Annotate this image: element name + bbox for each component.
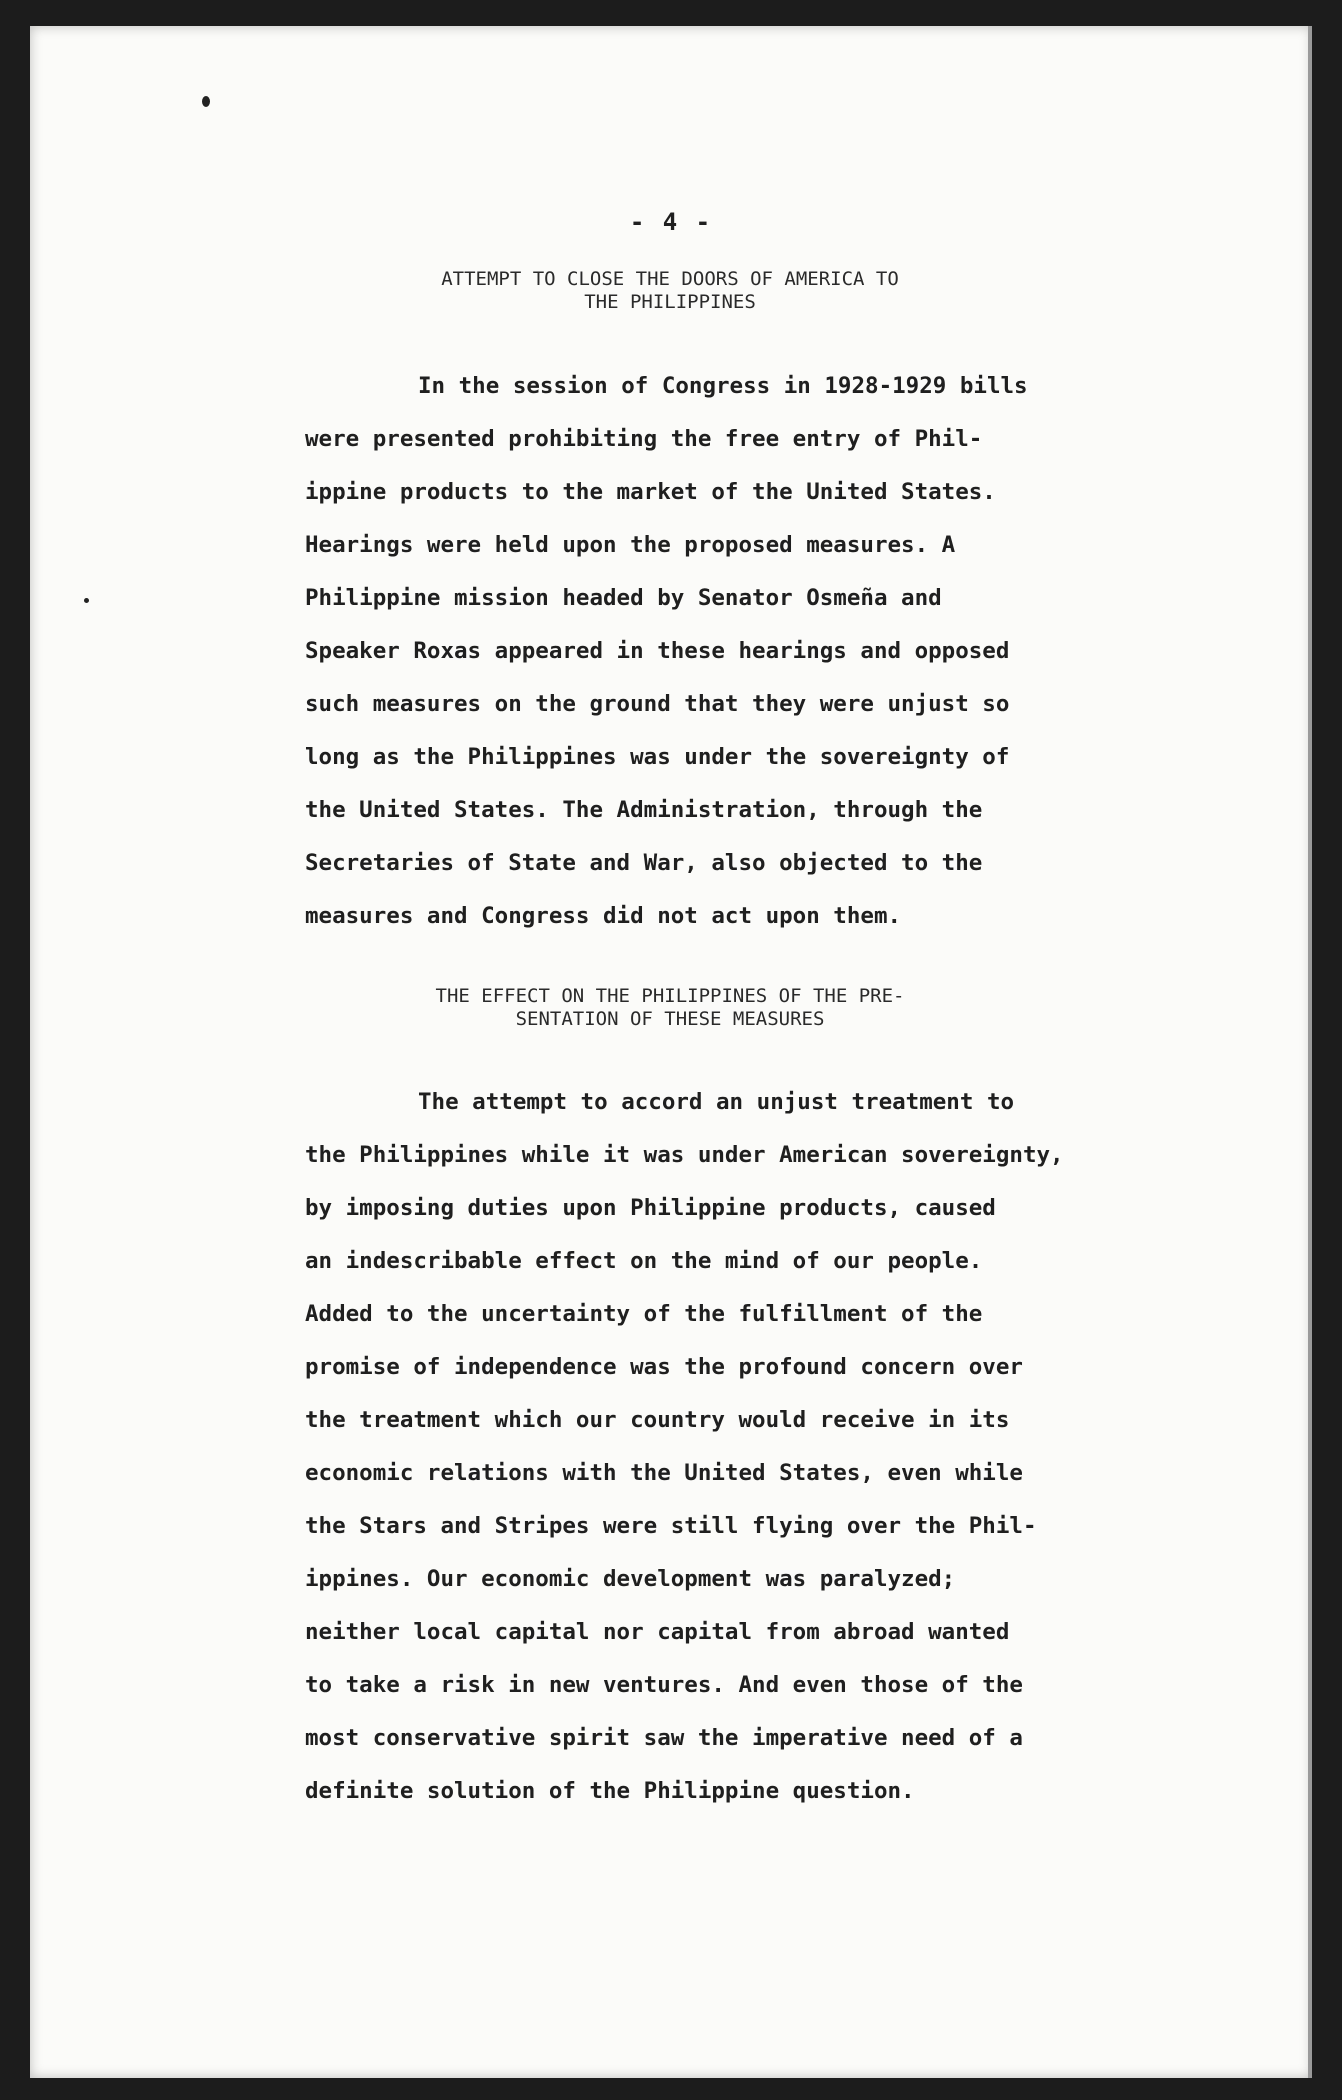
- paragraph-line: neither local capital nor capital from abroad wanted: [305, 1619, 1010, 1645]
- paragraph-line: economic relations with the United States, even while: [305, 1460, 1023, 1486]
- heading-line: SENTATION OF THESE MEASURES: [515, 1008, 825, 1030]
- paragraph-line: long as the Philippines was under the sovereignty of: [305, 744, 1010, 770]
- paragraph-line: by imposing duties upon Philippine products, caused: [305, 1195, 996, 1221]
- paragraph-line: Secretaries of State and War, also objected to the: [305, 850, 983, 876]
- heading-line: ATTEMPT TO CLOSE THE DOORS OF AMERICA TO: [441, 268, 899, 290]
- paragraph-line: ippines. Our economic development was paralyzed;: [305, 1566, 956, 1592]
- paragraph-line: were presented prohibiting the free entry of Phil-: [305, 426, 983, 452]
- paragraph-line: ippine products to the market of the United States.: [305, 479, 996, 505]
- page-edge: [1308, 26, 1312, 2078]
- section-heading: [200, 268, 1140, 314]
- paragraph-line: the treatment which our country would receive in its: [305, 1407, 1010, 1433]
- ink-speck: [84, 598, 89, 603]
- page-number: - 4 -: [629, 208, 713, 236]
- heading-line: THE PHILIPPINES: [584, 291, 756, 313]
- paragraph-line: the Stars and Stripes were still flying over the Phil-: [305, 1513, 1037, 1539]
- paragraph-line: Speaker Roxas appeared in these hearings and opposed: [305, 638, 1010, 664]
- paragraph: [305, 360, 1205, 943]
- paragraph-line: Hearings were held upon the proposed measures. A: [305, 532, 956, 558]
- heading-line: THE EFFECT ON THE PHILIPPINES OF THE PRE-: [435, 985, 905, 1007]
- paragraph-line: The attempt to accord an unjust treatment to: [418, 1089, 1015, 1115]
- paragraph-line: most conservative spirit saw the imperative need of a: [305, 1725, 1023, 1751]
- paragraph-line: promise of independence was the profound concern over: [305, 1354, 1023, 1380]
- paragraph-line: to take a risk in new ventures. And even those of the: [305, 1672, 1023, 1698]
- paragraph-line: Added to the uncertainty of the fulfillment of the: [305, 1301, 983, 1327]
- paragraph-line: definite solution of the Philippine question.: [305, 1778, 915, 1804]
- paragraph: [305, 1076, 1205, 1818]
- paragraph-line: the United States. The Administration, through the: [305, 797, 983, 823]
- paragraph-line: Philippine mission headed by Senator Osmeña and: [305, 585, 942, 611]
- paragraph-line: the Philippines while it was under American sovereignty,: [305, 1142, 1064, 1168]
- section-heading: [200, 985, 1140, 1031]
- ink-speck: [202, 96, 210, 107]
- paragraph-line: In the session of Congress in 1928-1929 bills: [418, 373, 1028, 399]
- paragraph-line: measures and Congress did not act upon them.: [305, 903, 902, 929]
- paragraph-line: such measures on the ground that they were unjust so: [305, 691, 1010, 717]
- paragraph-line: an indescribable effect on the mind of our people.: [305, 1248, 983, 1274]
